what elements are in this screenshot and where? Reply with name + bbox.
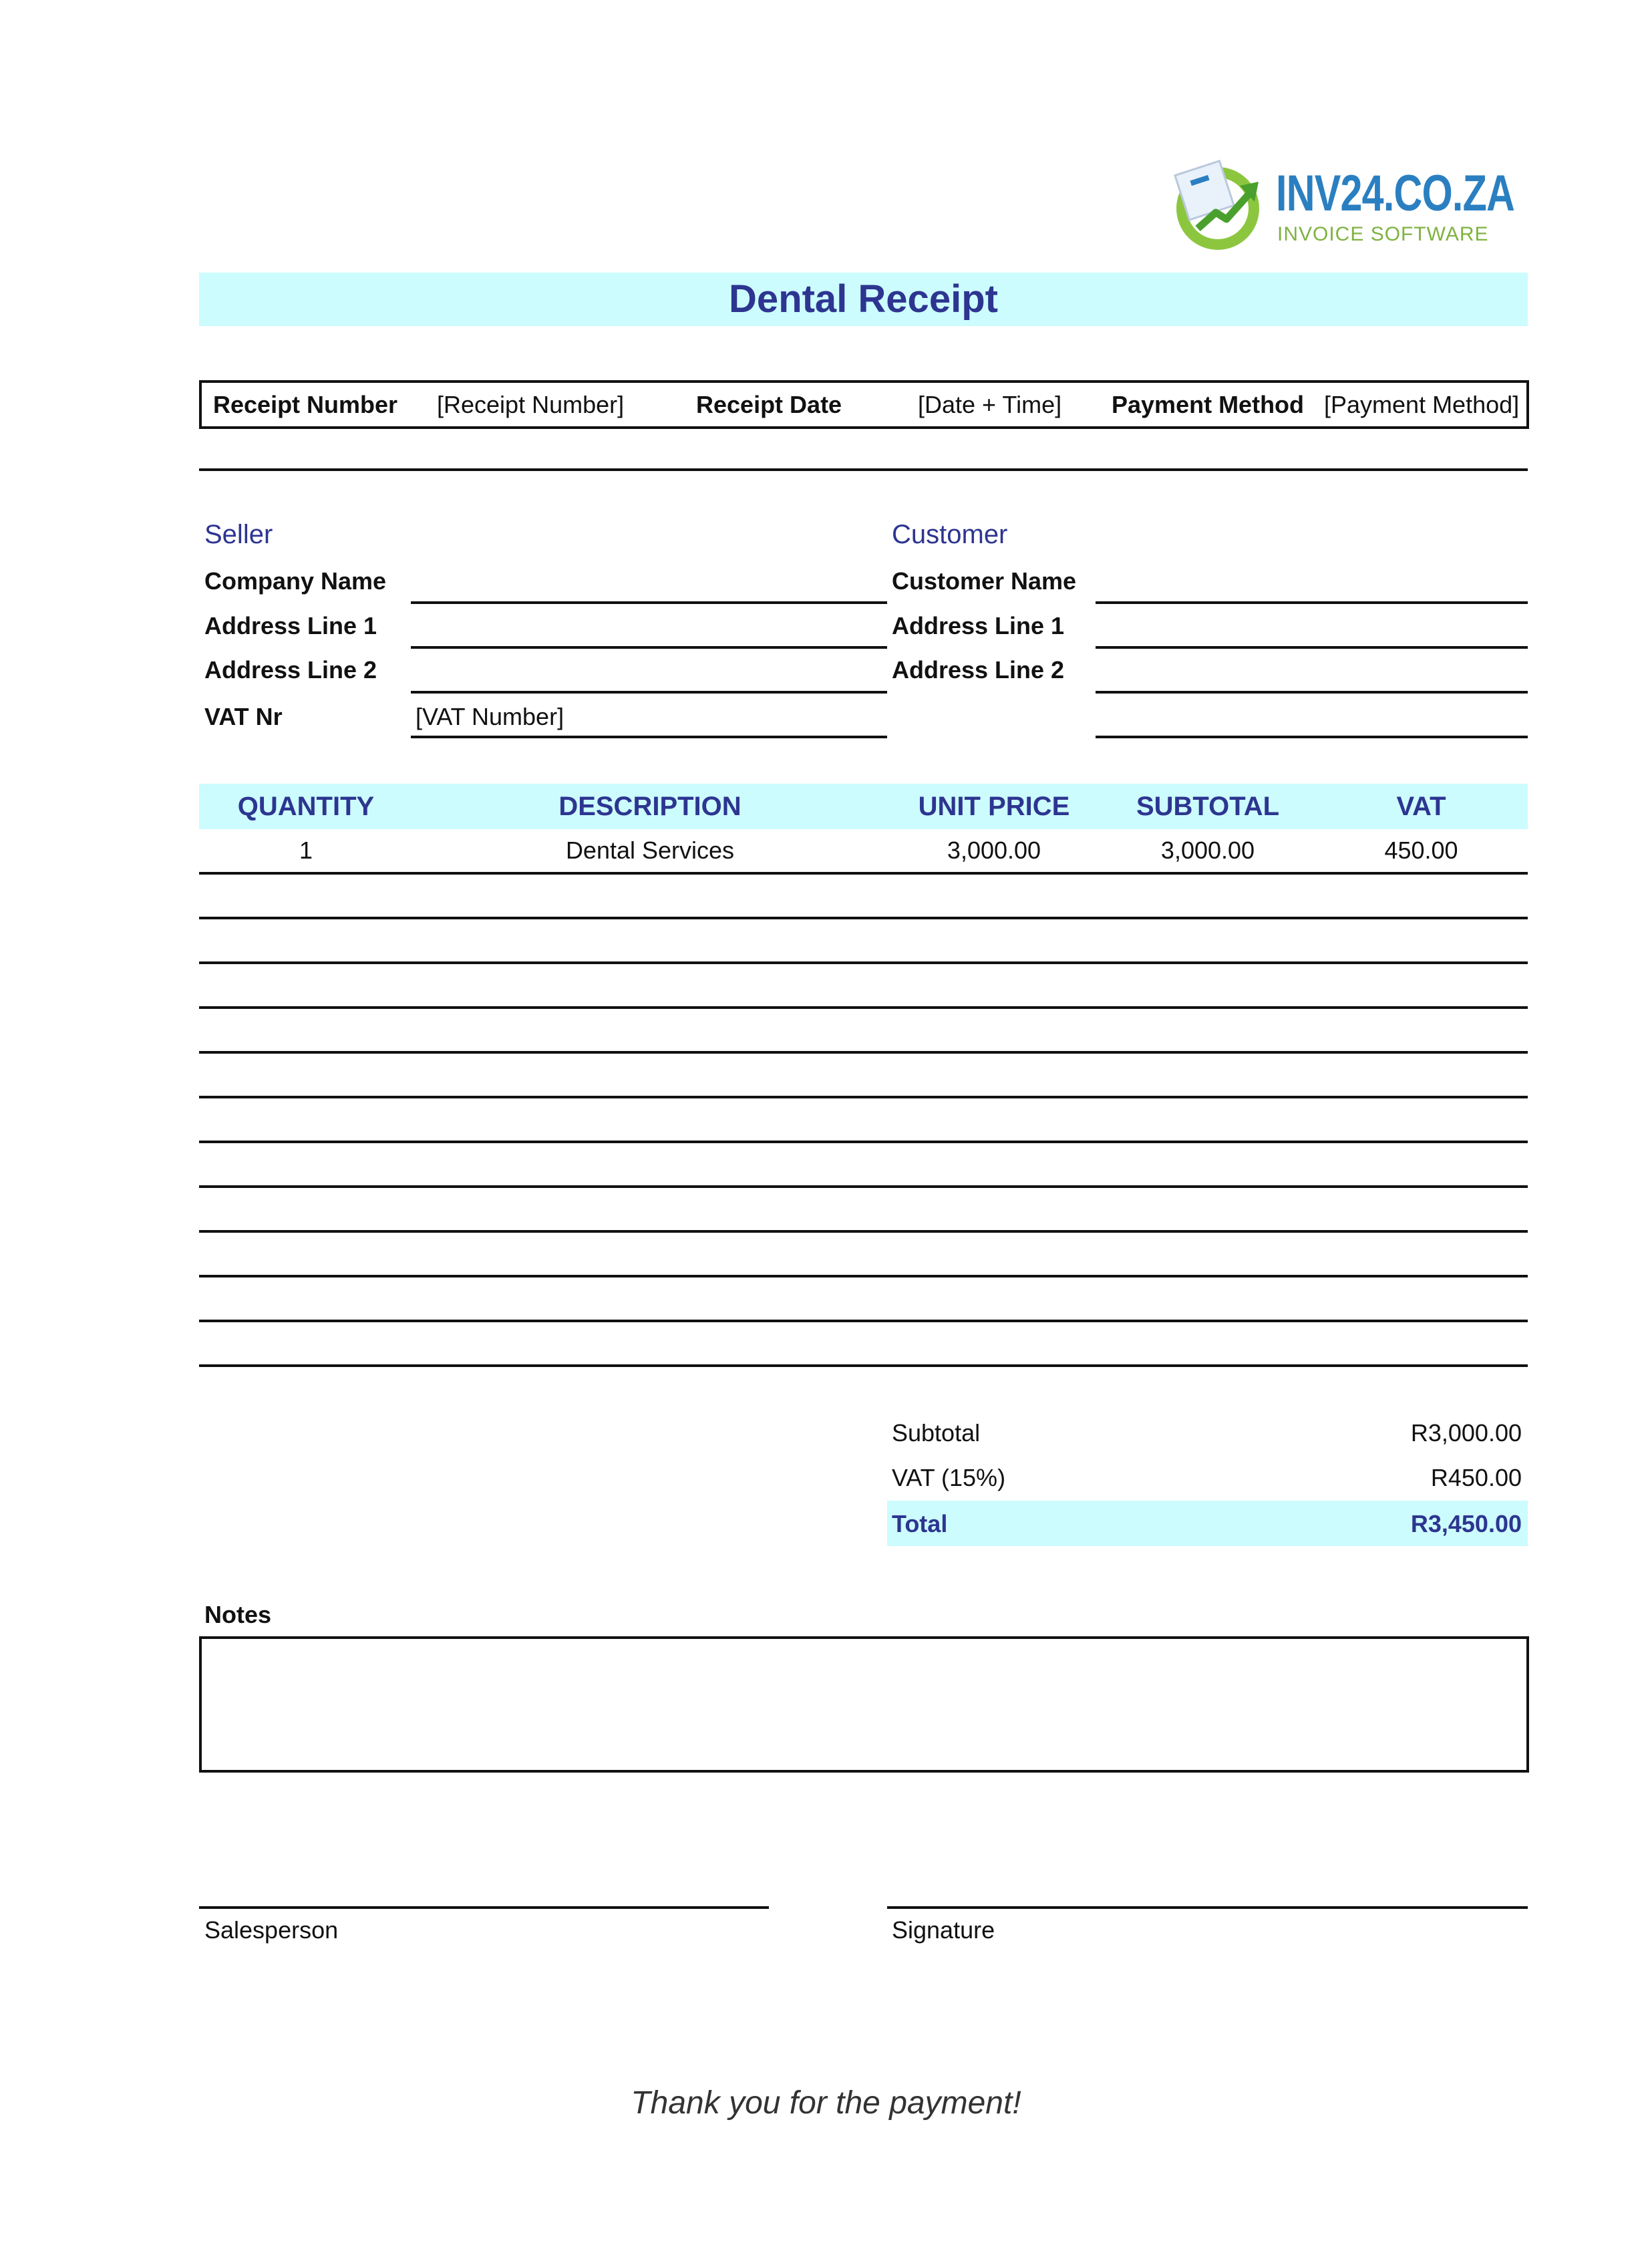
divider xyxy=(199,468,1528,471)
signature-label: Signature xyxy=(892,1916,995,1944)
table-row[interactable] xyxy=(199,1096,1528,1098)
receipt-number-value[interactable]: [Receipt Number] xyxy=(437,391,625,418)
customer-address1-field[interactable] xyxy=(1096,646,1528,649)
page-title: Dental Receipt xyxy=(729,277,998,321)
customer-name-label: Customer Name xyxy=(892,567,1077,595)
customer-heading: Customer xyxy=(892,520,1008,549)
receipt-date-label: Receipt Date xyxy=(696,391,842,418)
col-vat-header: VAT xyxy=(1396,792,1446,821)
logo-brand: INV24.CO.ZA xyxy=(1276,165,1515,222)
col-unit-price-header: UNIT PRICE xyxy=(918,792,1070,821)
seller-heading: Seller xyxy=(204,520,273,549)
seller-company-label: Company Name xyxy=(204,567,387,595)
customer-address2-label: Address Line 2 xyxy=(892,656,1065,684)
seller-company-field[interactable] xyxy=(411,601,887,604)
signature-line[interactable] xyxy=(887,1906,1528,1909)
cell-subtotal[interactable]: 3,000.00 xyxy=(1160,837,1255,864)
col-description-header: DESCRIPTION xyxy=(558,792,741,821)
table-row[interactable] xyxy=(199,1006,1528,1009)
seller-vat-field[interactable] xyxy=(411,736,887,738)
total-value: R3,450.00 xyxy=(1410,1510,1522,1537)
cell-vat[interactable]: 450.00 xyxy=(1384,837,1458,864)
payment-method-label: Payment Method xyxy=(1112,391,1305,418)
customer-extra-field[interactable] xyxy=(1096,736,1528,738)
customer-name-field[interactable] xyxy=(1096,601,1528,604)
total-label: Total xyxy=(892,1510,948,1537)
notes-label: Notes xyxy=(204,1601,272,1628)
seller-vat-label: VAT Nr xyxy=(204,703,283,730)
cell-quantity[interactable]: 1 xyxy=(299,837,313,864)
table-row[interactable] xyxy=(199,1364,1528,1367)
receipt-number-label: Receipt Number xyxy=(213,391,398,418)
seller-vat-value[interactable]: [VAT Number] xyxy=(416,703,564,730)
table-row[interactable] xyxy=(199,1275,1528,1277)
table-row[interactable] xyxy=(199,1141,1528,1143)
subtotal-value: R3,000.00 xyxy=(1410,1419,1522,1447)
table-row[interactable] xyxy=(199,961,1528,964)
seller-address1-label: Address Line 1 xyxy=(204,612,377,639)
receipt-info-box xyxy=(199,380,1529,429)
logo xyxy=(1168,155,1515,257)
logo-tagline: INVOICE SOFTWARE xyxy=(1277,223,1489,245)
col-quantity-header: QUANTITY xyxy=(237,792,375,821)
table-row[interactable] xyxy=(199,872,1528,875)
seller-address2-field[interactable] xyxy=(411,691,887,694)
table-row[interactable] xyxy=(199,1051,1528,1054)
seller-address1-field[interactable] xyxy=(411,646,887,649)
customer-address1-label: Address Line 1 xyxy=(892,612,1065,639)
customer-address2-field[interactable] xyxy=(1096,691,1528,694)
receipt-date-value[interactable]: [Date + Time] xyxy=(918,391,1062,418)
thank-you-message: Thank you for the payment! xyxy=(631,2085,1021,2121)
notes-field[interactable] xyxy=(199,1636,1529,1773)
invoice-chart-arrow-icon xyxy=(1168,155,1268,255)
vat-value: R450.00 xyxy=(1430,1464,1522,1491)
table-row[interactable] xyxy=(199,1230,1528,1233)
col-subtotal-header: SUBTOTAL xyxy=(1136,792,1280,821)
seller-address2-label: Address Line 2 xyxy=(204,656,377,684)
vat-label: VAT (15%) xyxy=(892,1464,1006,1491)
salesperson-label: Salesperson xyxy=(204,1916,339,1944)
salesperson-line[interactable] xyxy=(199,1906,769,1909)
table-row[interactable] xyxy=(199,1320,1528,1322)
payment-method-value[interactable]: [Payment Method] xyxy=(1324,391,1520,418)
table-row[interactable] xyxy=(199,1185,1528,1188)
table-row[interactable] xyxy=(199,917,1528,919)
cell-description[interactable]: Dental Services xyxy=(565,837,735,864)
subtotal-label: Subtotal xyxy=(892,1419,981,1447)
cell-unit-price[interactable]: 3,000.00 xyxy=(947,837,1041,864)
